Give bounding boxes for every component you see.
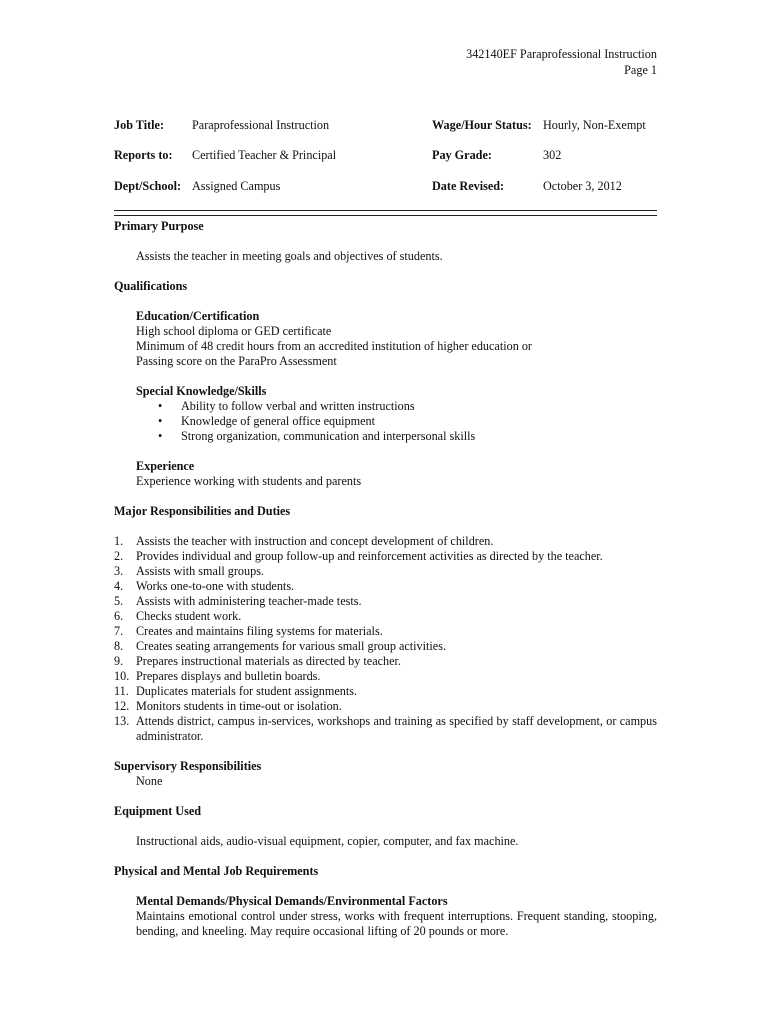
equipment-heading: Equipment Used	[114, 804, 202, 818]
page-header	[114, 46, 657, 78]
duty-item	[114, 609, 657, 624]
duty-item	[114, 594, 657, 609]
duty-number: 9.	[114, 654, 124, 668]
job-info-row-3	[114, 179, 657, 195]
reports-to-value: Certified Teacher & Principal	[192, 148, 337, 162]
primary-purpose-text: Assists the teacher in meeting goals and objectives of students.	[136, 249, 443, 263]
primary-purpose-heading: Primary Purpose	[114, 219, 204, 233]
experience-heading: Experience	[136, 459, 195, 473]
supervisory-text: None	[136, 774, 163, 788]
job-description-page	[114, 46, 657, 939]
job-title-value: Paraprofessional Instruction	[192, 118, 330, 132]
reports-to-label: Reports to:	[114, 148, 173, 162]
duty-item	[114, 579, 657, 594]
physical-requirements-heading: Physical and Mental Job Requirements	[114, 864, 319, 878]
duty-item	[114, 699, 657, 714]
date-revised-value: October 3, 2012	[543, 179, 622, 193]
duty-text: Checks student work.	[136, 609, 242, 623]
job-info-row-1	[114, 118, 657, 134]
duty-text: Duplicates materials for student assignments.	[136, 684, 358, 698]
education-block	[114, 309, 657, 369]
duty-number: 12.	[114, 699, 130, 713]
duty-text: Creates seating arrangements for various small group activities.	[136, 639, 447, 653]
duties-list	[114, 534, 657, 744]
skills-heading: Special Knowledge/Skills	[136, 384, 267, 398]
duty-text: Assists the teacher with instruction and concept development of children.	[136, 534, 494, 548]
duty-number: 1.	[114, 534, 124, 548]
skills-list	[114, 399, 657, 444]
duty-text: Attends district, campus in-services, workshops and training as specified by staff development, or campus administrator.	[136, 714, 657, 743]
duty-number: 4.	[114, 579, 124, 593]
duty-item	[114, 714, 657, 744]
duty-number: 5.	[114, 594, 124, 608]
duties-heading: Major Responsibilities and Duties	[114, 504, 291, 518]
duty-text: Works one-to-one with students.	[136, 579, 295, 593]
document-code: 342140EF Paraprofessional Instruction	[466, 47, 657, 61]
qualifications-heading: Qualifications	[114, 279, 188, 293]
duty-text: Prepares instructional materials as directed by teacher.	[136, 654, 401, 668]
wage-status-label: Wage/Hour Status:	[432, 118, 532, 132]
physical-requirements-text: Maintains emotional control under stress, works with frequent interruptions. Frequent standing, stooping, bending, and kneeling. May require occasional lifting of 20 pounds or more.	[136, 909, 657, 938]
duty-text: Provides individual and group follow-up and reinforcement activities as directed by the teacher.	[136, 549, 603, 563]
duty-text: Prepares displays and bulletin boards.	[136, 669, 321, 683]
duty-item	[114, 654, 657, 669]
page-number: Page 1	[624, 63, 657, 77]
duty-text: Creates and maintains filing systems for materials.	[136, 624, 383, 638]
dept-school-value: Assigned Campus	[192, 179, 281, 193]
skills-list-item: • Knowledge of general office equipment	[158, 414, 657, 429]
education-line: High school diploma or GED certificate	[136, 324, 332, 338]
duty-item	[114, 624, 657, 639]
duty-text: Assists with small groups.	[136, 564, 264, 578]
duty-item	[114, 639, 657, 654]
wage-status-value: Hourly, Non-Exempt	[543, 118, 646, 132]
equipment-text: Instructional aids, audio-visual equipment, copier, computer, and fax machine.	[136, 834, 519, 848]
physical-requirements-subheading: Mental Demands/Physical Demands/Environmental Factors	[136, 894, 448, 908]
job-info-table	[114, 118, 657, 208]
duty-item	[114, 564, 657, 579]
duty-number: 11.	[114, 684, 129, 698]
duty-number: 10.	[114, 669, 130, 683]
duty-number: 2.	[114, 549, 124, 563]
physical-requirements-block	[114, 894, 657, 939]
duty-number: 13.	[114, 714, 130, 728]
job-info-row-2	[114, 148, 657, 164]
skills-list-item: • Strong organization, communication and interpersonal skills	[158, 429, 657, 444]
double-divider	[114, 210, 657, 216]
experience-text: Experience working with students and parents	[136, 474, 362, 488]
pay-grade-label: Pay Grade:	[432, 148, 492, 162]
job-title-label: Job Title:	[114, 118, 164, 132]
duty-item	[114, 669, 657, 684]
pay-grade-value: 302	[543, 148, 562, 162]
skills-block	[114, 384, 657, 399]
skills-list-item: • Ability to follow verbal and written instructions	[158, 399, 657, 414]
education-line: Minimum of 48 credit hours from an accredited institution of higher education or	[136, 339, 532, 353]
duty-number: 8.	[114, 639, 124, 653]
supervisory-heading: Supervisory Responsibilities	[114, 759, 262, 773]
education-heading: Education/Certification	[136, 309, 260, 323]
duty-item	[114, 549, 657, 564]
education-line: Passing score on the ParaPro Assessment	[136, 354, 337, 368]
duty-number: 3.	[114, 564, 124, 578]
duty-number: 6.	[114, 609, 124, 623]
experience-block	[114, 459, 657, 489]
duty-item	[114, 534, 657, 549]
dept-school-label: Dept/School:	[114, 179, 182, 193]
duty-number: 7.	[114, 624, 124, 638]
duty-text: Monitors students in time-out or isolation.	[136, 699, 342, 713]
duty-item	[114, 684, 657, 699]
date-revised-label: Date Revised:	[432, 179, 505, 193]
duty-text: Assists with administering teacher-made tests.	[136, 594, 362, 608]
